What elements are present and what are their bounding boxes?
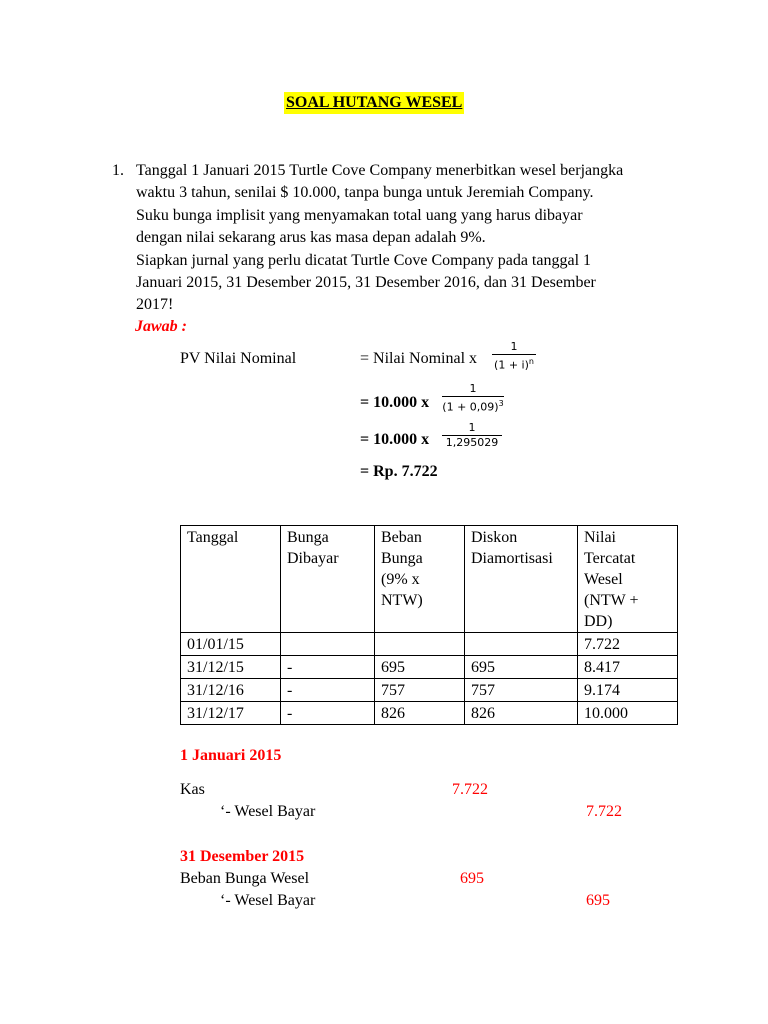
table-row <box>181 656 678 679</box>
fraction-2-exponent: 3 <box>498 399 504 408</box>
table-cell: 31/12/15 <box>181 656 281 679</box>
question-line: Tanggal 1 Januari 2015 Turtle Cove Company menerbitkan wesel berjangka <box>136 162 624 179</box>
table-cell: 695 <box>375 656 465 679</box>
table-cell: - <box>281 702 375 725</box>
table-cell: 826 <box>375 702 465 725</box>
journal-debit-account-1: Kas <box>180 781 205 798</box>
header-text: Wesel <box>584 571 623 588</box>
journal-date-2: 31 Desember 2015 <box>180 848 305 865</box>
table-cell: 8.417 <box>578 656 678 679</box>
header-cell <box>465 526 578 633</box>
question-line: dengan nilai sekarang arus kas masa depan adalah 9%. <box>136 229 486 247</box>
header-text: (9% x <box>381 571 420 588</box>
fraction-3-denominator: 1,295029 <box>442 435 502 450</box>
table-cell: 826 <box>465 702 578 725</box>
fraction-1-base: (1 + i) <box>494 358 529 372</box>
journal-date-1: 1 Januari 2015 <box>180 747 282 764</box>
amortization-table <box>180 525 678 725</box>
journal-credit-account-1: ‘- Wesel Bayar <box>220 803 316 820</box>
table-row <box>181 679 678 702</box>
question-line: 2017! <box>136 296 174 314</box>
header-cell <box>181 526 281 633</box>
header-text: Tanggal <box>187 529 239 546</box>
header-text: Dibayar <box>287 550 339 567</box>
fraction-3 <box>442 421 502 450</box>
table-cell: 757 <box>465 679 578 702</box>
question-line: waktu 3 tahun, senilai $ 10.000, tanpa bunga untuk Jeremiah Company. <box>136 184 594 202</box>
question-line: Januari 2015, 31 Desember 2015, 31 Desember 2016, dan 31 Desember <box>136 274 596 292</box>
table-cell: - <box>281 656 375 679</box>
table-cell: 31/12/17 <box>181 702 281 725</box>
table-cell: 695 <box>465 656 578 679</box>
header-text: Nilai <box>584 529 616 546</box>
header-text: Tercatat <box>584 550 636 567</box>
table-cell: - <box>281 679 375 702</box>
header-text: Diamortisasi <box>471 550 553 567</box>
header-text: Bunga <box>381 550 423 567</box>
fraction-1-numerator: 1 <box>510 340 518 353</box>
header-text: DD) <box>584 613 613 630</box>
calc-line-1: = Nilai Nominal x <box>360 350 478 367</box>
header-text: Bunga <box>287 529 329 546</box>
header-text: NTW) <box>381 592 423 609</box>
fraction-1-exponent: n <box>528 357 534 366</box>
calc-line-2: = 10.000 x <box>360 394 430 411</box>
table-cell: 10.000 <box>578 702 678 725</box>
calc-result: = Rp. 7.722 <box>360 463 438 480</box>
header-text: (NTW + <box>584 592 639 609</box>
table-cell: 31/12/16 <box>181 679 281 702</box>
journal-debit-amount-2: 695 <box>460 870 484 887</box>
page-title: SOAL HUTANG WESEL <box>284 92 464 114</box>
question-line: Suku bunga implisit yang menyamakan total uang yang harus dibayar <box>136 206 583 224</box>
table-cell <box>375 633 465 656</box>
answer-label: Jawab : <box>135 318 187 335</box>
table-header-row <box>181 526 678 633</box>
table-cell: 7.722 <box>578 633 678 656</box>
fraction-3-numerator: 1 <box>468 421 476 434</box>
calc-label: PV Nilai Nominal <box>180 350 297 367</box>
header-text: Beban <box>381 529 422 546</box>
fraction-2-denominator <box>442 396 504 415</box>
table-cell: 757 <box>375 679 465 702</box>
table-row <box>181 702 678 725</box>
question-line: Siapkan jurnal yang perlu dicatat Turtle Cove Company pada tanggal 1 <box>136 251 592 269</box>
table-cell: 01/01/15 <box>181 633 281 656</box>
table-cell <box>465 633 578 656</box>
fraction-1-denominator <box>492 354 536 373</box>
table-cell <box>281 633 375 656</box>
header-cell <box>281 526 375 633</box>
header-text: Diskon <box>471 529 518 546</box>
calc-line-3: = 10.000 x <box>360 431 430 448</box>
journal-credit-amount-1: 7.722 <box>586 803 622 820</box>
fraction-2-numerator: 1 <box>469 382 477 395</box>
header-cell <box>375 526 465 633</box>
fraction-1 <box>492 340 536 373</box>
journal-debit-account-2: Beban Bunga Wesel <box>180 870 310 887</box>
table-cell: 9.174 <box>578 679 678 702</box>
journal-credit-account-2: ‘- Wesel Bayar <box>220 892 316 909</box>
header-cell <box>578 526 678 633</box>
fraction-2-base: (1 + 0,09) <box>442 400 499 414</box>
fraction-2 <box>442 382 504 415</box>
question-text <box>136 160 696 317</box>
journal-debit-amount-1: 7.722 <box>452 781 488 798</box>
question-number: 1. <box>112 162 124 179</box>
journal-credit-amount-2: 695 <box>586 892 610 909</box>
table-row <box>181 633 678 656</box>
